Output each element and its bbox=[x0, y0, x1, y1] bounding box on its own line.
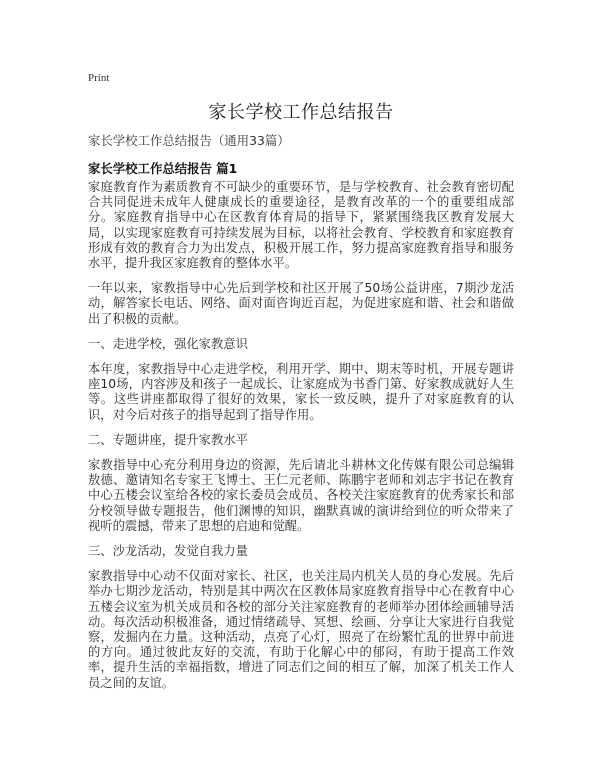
print-label: Print bbox=[88, 72, 110, 84]
subheading-salons: 三、沙龙活动，发觉自我力量 bbox=[88, 544, 248, 559]
document-title: 家长学校工作总结报告 bbox=[208, 102, 394, 123]
paragraph-summary: 一年以来，家教指导中心先后到学校和社区开展了50场公益讲座，7期沙龙活动，解答家长电话、网络、面对面咨询近百起，为促进家庭和谐、社会和谐做出了积极的贡献。 bbox=[88, 281, 514, 326]
document-subtitle: 家长学校工作总结报告（通用33篇） bbox=[88, 133, 290, 148]
paragraph-lectures: 家教指导中心充分利用身边的资源，先后请北斗耕林文化传媒有限公司总编辑敖德、邀请知名专家王飞博士、王仁元老师、陈鹏宇老师和刘志宇书记在教育中心五楼会议室给各校的家长委员会成员、各校关注家庭教育的优秀家长和部分校领导做专题报告，他们渊博的知识，幽默真诚的演讲给到位的听众带来了视听的震撼，带来了思想的启迪和觉醒。 bbox=[88, 458, 514, 533]
document-body bbox=[88, 180, 514, 701]
subheading-lectures: 二、专题讲座，提升家教水平 bbox=[88, 432, 248, 447]
paragraph-intro: 家庭教育作为素质教育不可缺少的重要环节，是与学校教育、社会教育密切配合共同促进未成年人健康成长的重要途径，是教育改革的一个的重要组成部分。家庭教育指导中心在区教育体育局的指导下，紧紧围绕我区教育发展大局，以实现家庭教育可持续发展为目标，以将社会教育、学校教育和家庭教育形成有效的教育合力为出发点，积极开展工作，努力提高家庭教育指导和服务水平，提升我区家庭教育的整体水平。 bbox=[88, 180, 514, 271]
section-heading: 家长学校工作总结报告 篇1 bbox=[88, 161, 238, 176]
paragraph-salons: 家教指导中心动不仅面对家长、社区，也关注局内机关人员的身心发展。先后举办七期沙龙活动，特别是其中两次在区教体局家庭教育指导中心在教育中心五楼会议室为机关成员和各校的部分关注家庭教育的老师举办团体绘画辅导活动。每次活动积极准备，通过情绪疏导、冥想、绘画、分享让大家进行自我觉察，发掘内在力量。这种活动，点亮了心灯，照亮了在纷繁忙乱的世界中前进的方向。通过彼此友好的交流，有助于化解心中的郁闷，有助于提高工作效率，提升生活的幸福指数，增进了同志们之间的相互了解，加深了机关工作人员之间的友谊。 bbox=[88, 569, 514, 690]
paragraph-schools: 本年度，家教指导中心走进学校，利用开学、期中、期末等时机，开展专题讲座10场，内容涉及和孩子一起成长、让家庭成为书香门第、好家教成就好人生等。这些讲座都取得了很好的效果，家长一致反映，提升了对家庭教育的认识，对今后对孩子的指导起到了指导作用。 bbox=[88, 362, 514, 422]
subheading-schools: 一、走进学校，强化家教意识 bbox=[88, 336, 248, 351]
